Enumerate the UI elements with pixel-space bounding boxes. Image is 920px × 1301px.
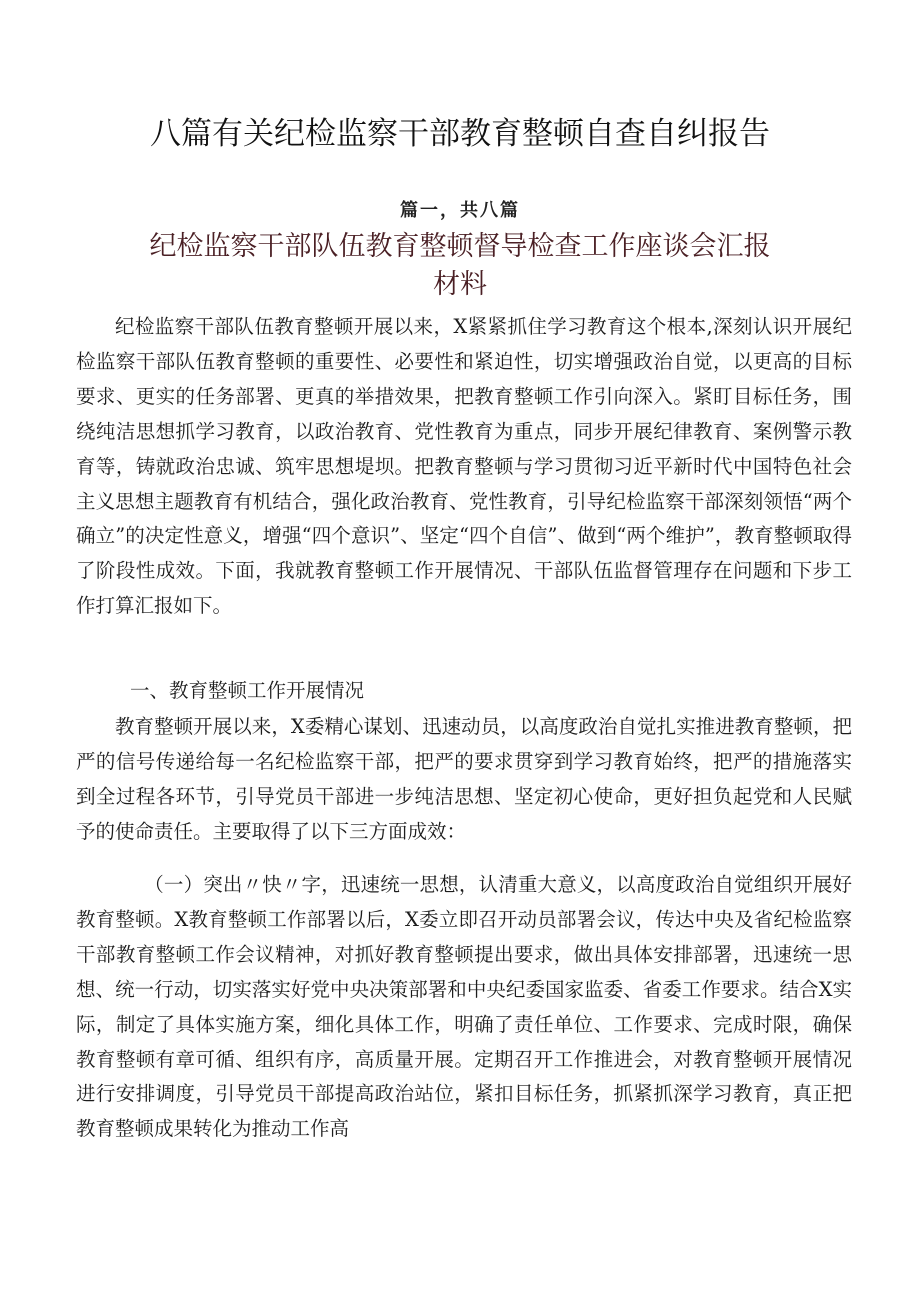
section-heading: 一、教育整顿工作开展情况 [130,679,365,702]
report-subtitle: 纪检监察干部队伍教育整顿督导检查工作座谈会汇报材料 [149,231,771,300]
intro-paragraph: 纪检监察干部队伍教育整顿开展以来，X紧紧抓住学习教育这个根本,深刻认识开展纪检监察干部队伍教育整顿的重要性、必要性和紧迫性，切实增强政治自觉，以更高的目标要求、更实的任务部署、更真的举措效果，把教育整顿工作引向深入。紧盯目标任务，围绕纯洁思想抓学习教育，以政治教育、党性教育为重点，同步开展纪律教育、案例警示教育等，铸就政治忠诚、筑牢思想堤坝。把教育整顿与学习贯彻习近平新时代中国特色社会主义思想主题教育有机结合，强化政治教育、党性教育，引导纪检监察干部深刻领悟“两个确立”的决定性意义，增强“四个意识”、坚定“四个自信”、做到“两个维护”，教育整顿取得了阶段性成效。下面，我就教育整顿工作开展情况、干部队伍监督管理存在问题和下步工作打算汇报如下。 [76,315,852,618]
part-label: 篇一，共八篇 [400,200,520,221]
section-paragraph-1: 教育整顿开展以来，X委精心谋划、迅速动员，以高度政治自觉扎实推进教育整顿，把严的信号传递给每一名纪检监察干部，把严的要求贯穿到学习教育始终，把严的措施落实到全过程各环节，引导党员干部进一步纯洁思想、坚定初心使命，更好担负起党和人民赋予的使命责任。主要取得了以下三方面成效： [76,715,852,843]
section-paragraph-2: （一）突出〃快〃字，迅速统一思想，认清重大意义，以高度政治自觉组织开展好教育整顿。X教育整顿工作部署以后，X委立即召开动员部署会议，传达中央及省纪检监察干部教育整顿工作会议精神，对抓好教育整顿提出要求，做出具体安排部署，迅速统一思想、统一行动，切实落实好党中央决策部署和中央纪委国家监委、省委工作要求。结合X实际，制定了具体实施方案，细化具体工作，明确了责任单位、工作要求、完成时限，确保教育整顿有章可循、组织有序，高质量开展。定期召开工作推进会，对教育整顿开展情况进行安排调度，引导党员干部提高政治站位，紧扣目标任务，抓紧抓深学习教育，真正把教育整顿成果转化为推动工作高 [76,873,852,1141]
document-title: 八篇有关纪检监察干部教育整顿自查自纠报告 [150,116,770,152]
